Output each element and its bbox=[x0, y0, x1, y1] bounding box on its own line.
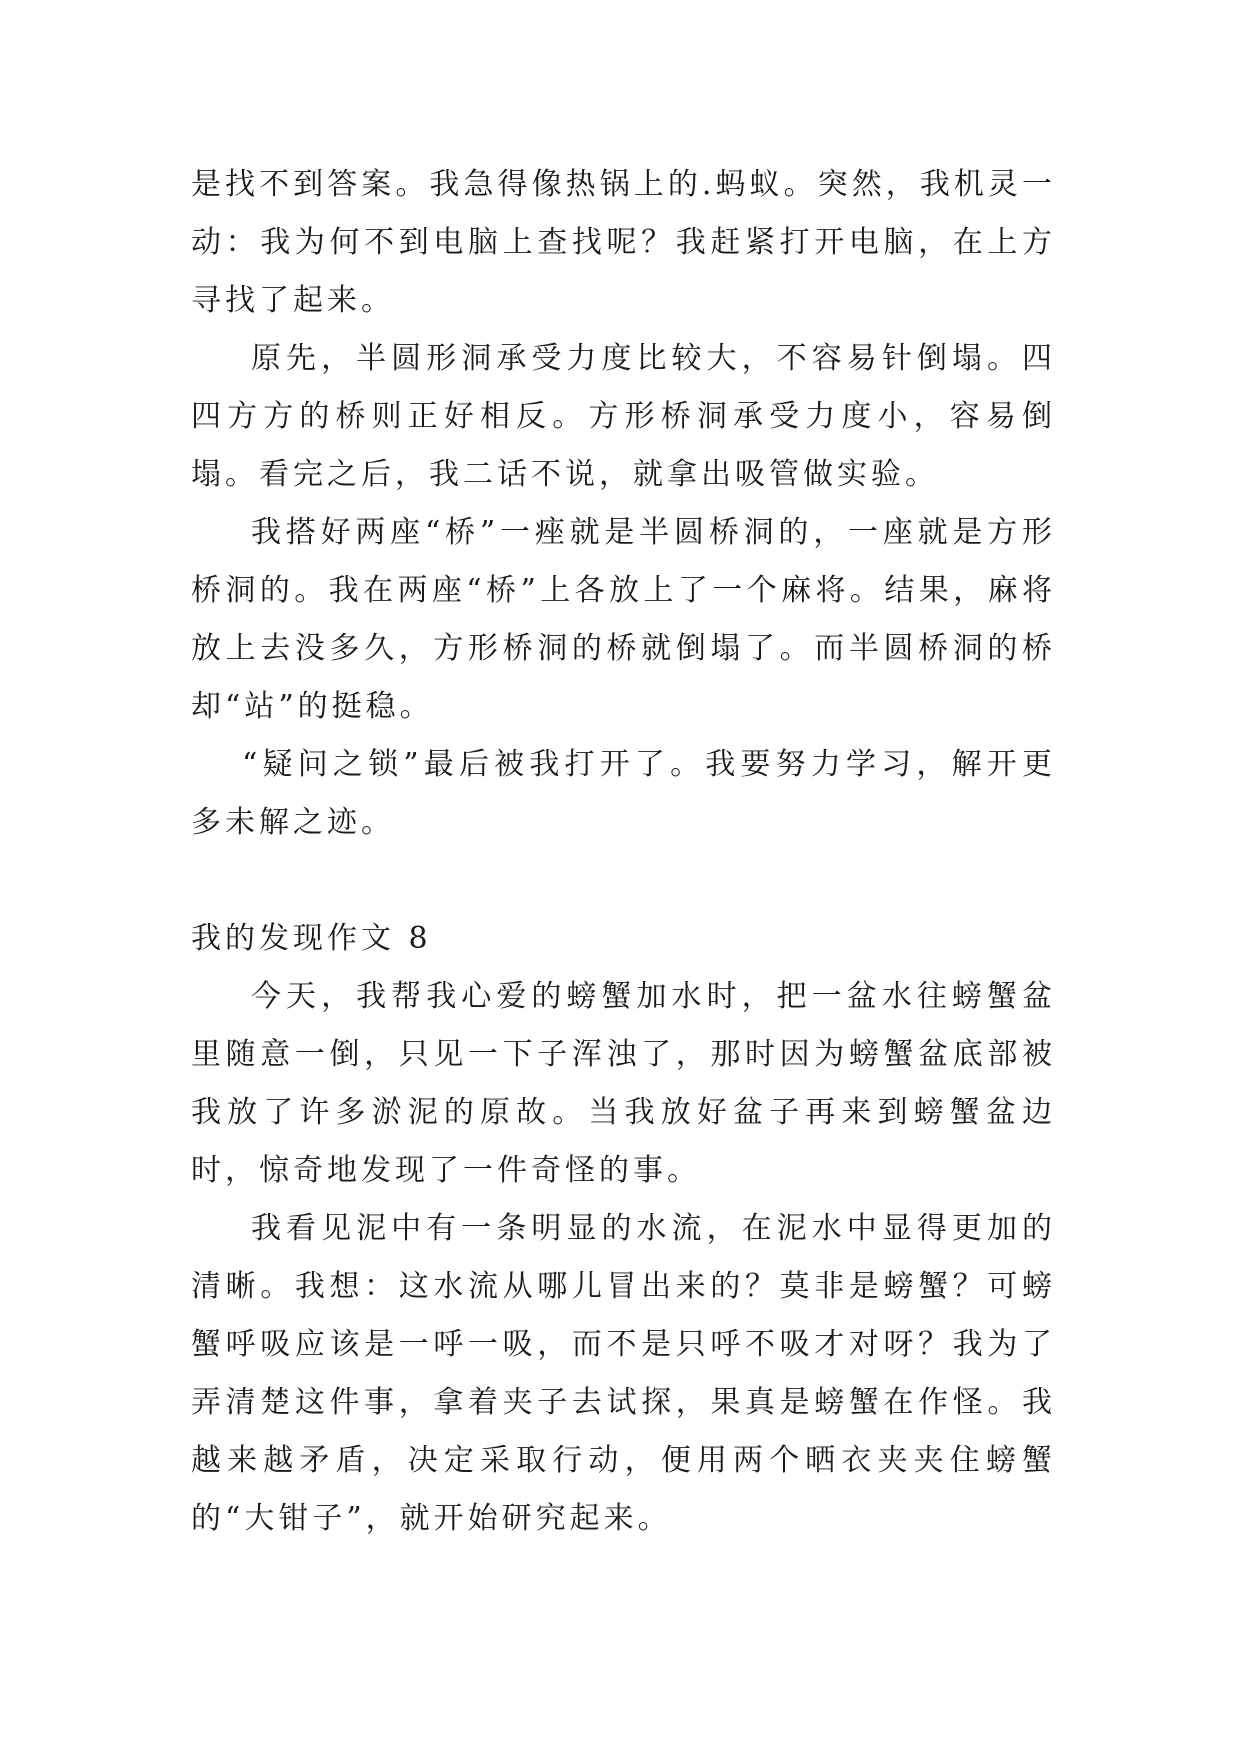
section-title: 我的发现作文 8 bbox=[191, 921, 432, 956]
paragraph: 原先，半圆形洞承受力度比较大，不容易针倒塌。四四方方的桥则正好相反。方形桥洞承受力度小，容易倒塌。看完之后，我二话不说，就拿出吸管做实验。 bbox=[191, 341, 1056, 492]
paragraph: “疑问之锁”最后被我打开了。我要努力学习，解开更多未解之迹。 bbox=[191, 747, 1056, 840]
paragraph: 我搭好两座“桥”一痤就是半圆桥洞的，一座就是方形桥洞的。我在两座“桥”上各放上了一个麻将。结果，麻将放上去没多久，方形桥洞的桥就倒塌了。而半圆桥洞的桥却“站”的挺稳。 bbox=[191, 515, 1056, 724]
paragraph-continued: 是找不到答案。我急得像热锅上的.蚂蚁。突然，我机灵一动：我为何不到电脑上查找呢？我赶紧打开电脑，在上方寻找了起来。 bbox=[191, 167, 1056, 318]
paragraph: 今天，我帮我心爱的螃蟹加水时，把一盆水往螃蟹盆里随意一倒，只见一下子浑浊了，那时因为螃蟹盆底部被我放了许多淤泥的原故。当我放好盆子再来到螃蟹盆边时，惊奇地发现了一件奇怪的事。 bbox=[191, 979, 1056, 1188]
document-body bbox=[191, 156, 1056, 1548]
paragraph: 我看见泥中有一条明显的水流，在泥水中显得更加的清晰。我想：这水流从哪儿冒出来的？莫非是螃蟹？可螃蟹呼吸应该是一呼一吸，而不是只呼不吸才对呀？我为了弄清楚这件事，拿着夹子去试探，果真是螃蟹在作怪。我越来越矛盾，决定采取行动，便用两个晒衣夹夹住螃蟹的“大钳子”，就开始研究起来。 bbox=[191, 1211, 1056, 1536]
